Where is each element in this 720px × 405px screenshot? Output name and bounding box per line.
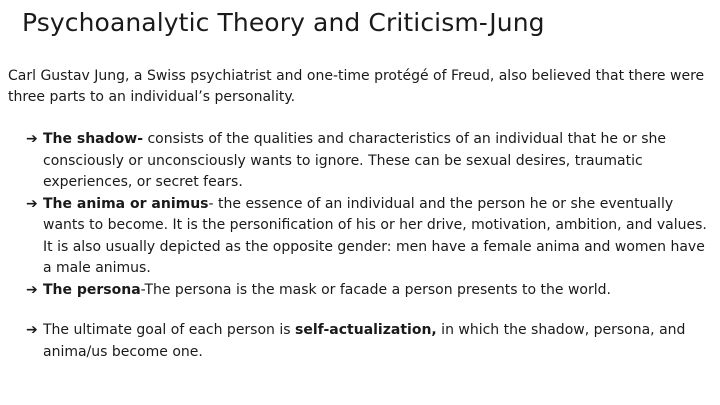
final-text-after: in which the shadow, persona, and anima/us become one. <box>43 322 686 360</box>
bullet-term: The persona <box>43 281 141 298</box>
bullet-item-anima <box>26 194 716 280</box>
bullet-term: The shadow- <box>43 131 144 147</box>
intro-paragraph: Carl Gustav Jung, a Swiss psychiatrist and one-time protégé of Freud, also believed that there were three parts to an individual’s personality. <box>8 68 705 105</box>
bullet-list <box>26 129 716 363</box>
arrow-icon: ➔ <box>26 131 38 147</box>
bullet-item-self-actualization <box>26 320 716 363</box>
arrow-icon: ➔ <box>26 322 38 338</box>
slide-title: Psychoanalytic Theory and Criticism-Jung <box>22 8 545 37</box>
bullet-text: -The persona is the mask or facade a person presents to the world. <box>140 281 611 298</box>
arrow-icon: ➔ <box>26 281 38 298</box>
bullet-text: - the essence of an individual and the person he or she eventually wants to become. It is the personification of his or her drive, motivation, ambition, and values. It is also usually depicted as the opposite gender: men have a female anima and women have a male animus. <box>43 195 707 276</box>
bullet-text: consists of the qualities and characteristics of an individual that he or she consciously or unconsciously wants to ignore. These can be sexual desires, traumatic experiences, or secret fears. <box>43 131 666 190</box>
bullet-item-shadow <box>26 129 716 194</box>
bullet-item-persona <box>26 280 716 302</box>
final-term: self-actualization, <box>295 322 437 338</box>
arrow-icon: ➔ <box>26 195 38 212</box>
bullet-term: The anima or animus <box>43 195 209 212</box>
final-text-before: The ultimate goal of each person is <box>43 322 295 338</box>
